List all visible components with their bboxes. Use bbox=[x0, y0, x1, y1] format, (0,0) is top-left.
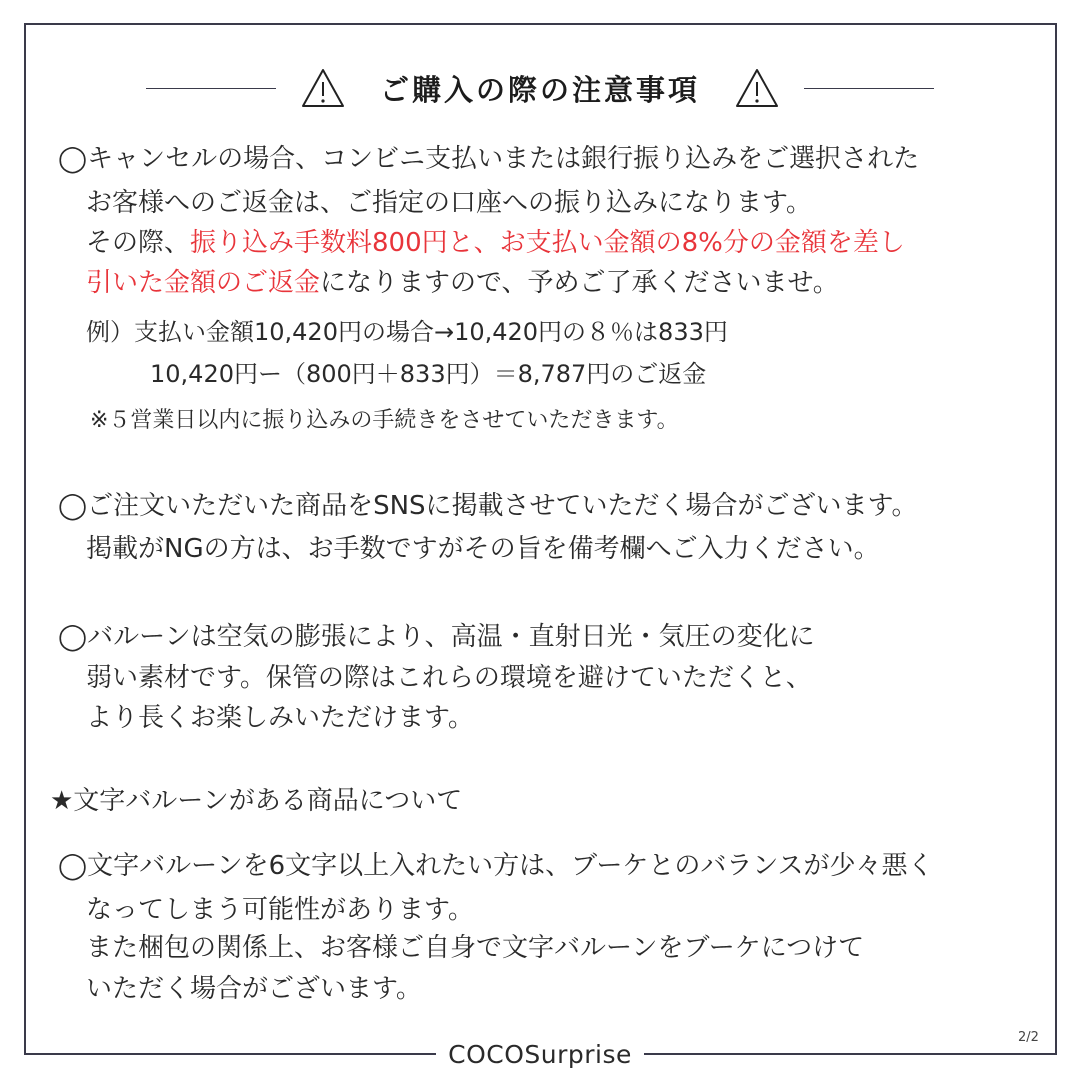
cancel-notice-line1: ◯キャンセルの場合、コンビニ支払いまたは銀行振り込みをご選択された bbox=[58, 144, 920, 174]
header-rule-left bbox=[146, 88, 276, 89]
example-line1: 例）支払い金額10,420円の場合→10,420円の８％は833円 bbox=[86, 318, 728, 346]
cancel-notice-line4-suffix: になりますので、予めご了承くださいませ。 bbox=[320, 268, 839, 298]
cancel-notice-line2: お客様へのご返金は、ご指定の口座への振り込みになります。 bbox=[86, 188, 812, 218]
balloon-notice-line3: より長くお楽しみいただけます。 bbox=[86, 703, 474, 733]
cancel-notice-line3-prefix: その際、 bbox=[86, 228, 191, 258]
warning-triangle-icon bbox=[300, 67, 346, 109]
letter-balloon-line2: なってしまう可能性があります。 bbox=[86, 895, 474, 925]
cancel-fee-highlight: 振り込み手数料800円と、お支払い金額の8%分の金額を差し bbox=[190, 228, 905, 258]
example-line2: 10,420円ー（800円＋833円）＝8,787円のご返金 bbox=[150, 360, 707, 388]
cancel-notice-line3 bbox=[86, 230, 905, 256]
cancel-notice-line4 bbox=[86, 270, 839, 296]
brand-logo bbox=[0, 1040, 1080, 1070]
letter-balloon-line4: いただく場合がございます。 bbox=[86, 974, 422, 1004]
page-title: ご購入の際の注意事項 bbox=[379, 72, 700, 107]
letter-balloon-line3: また梱包の関係上、お客様ご自身で文字バルーンをブーケにつけて bbox=[86, 933, 865, 963]
letter-balloon-line1: ◯文字バルーンを6文字以上入れたい方は、ブーケとのバランスが少々悪く bbox=[58, 851, 934, 881]
balloon-notice-line2: 弱い素材です。保管の際はこれらの環境を避けていただくと、 bbox=[86, 663, 812, 693]
letter-balloon-heading: ★文字バルーンがある商品について bbox=[50, 786, 463, 816]
header-rule-right bbox=[804, 88, 934, 89]
warning-triangle-icon bbox=[734, 67, 780, 109]
balloon-notice-line1: ◯バルーンは空気の膨張により、高温・直射日光・気圧の変化に bbox=[58, 622, 815, 652]
header bbox=[0, 64, 1080, 112]
refund-highlight: 引いた金額のご返金 bbox=[86, 268, 321, 298]
brand-name: COCOSurprise bbox=[436, 1040, 644, 1069]
processing-note: ※５営業日以内に振り込みの手続きをさせていただきます。 bbox=[90, 408, 679, 433]
sns-notice-line1: ◯ご注文いただいた商品をSNSに掲載させていただく場合がございます。 bbox=[58, 491, 918, 521]
sns-notice-line2: 掲載がNGの方は、お手数ですがその旨を備考欄へご入力ください。 bbox=[86, 534, 880, 564]
page-number: 2/2 bbox=[1018, 1030, 1039, 1045]
